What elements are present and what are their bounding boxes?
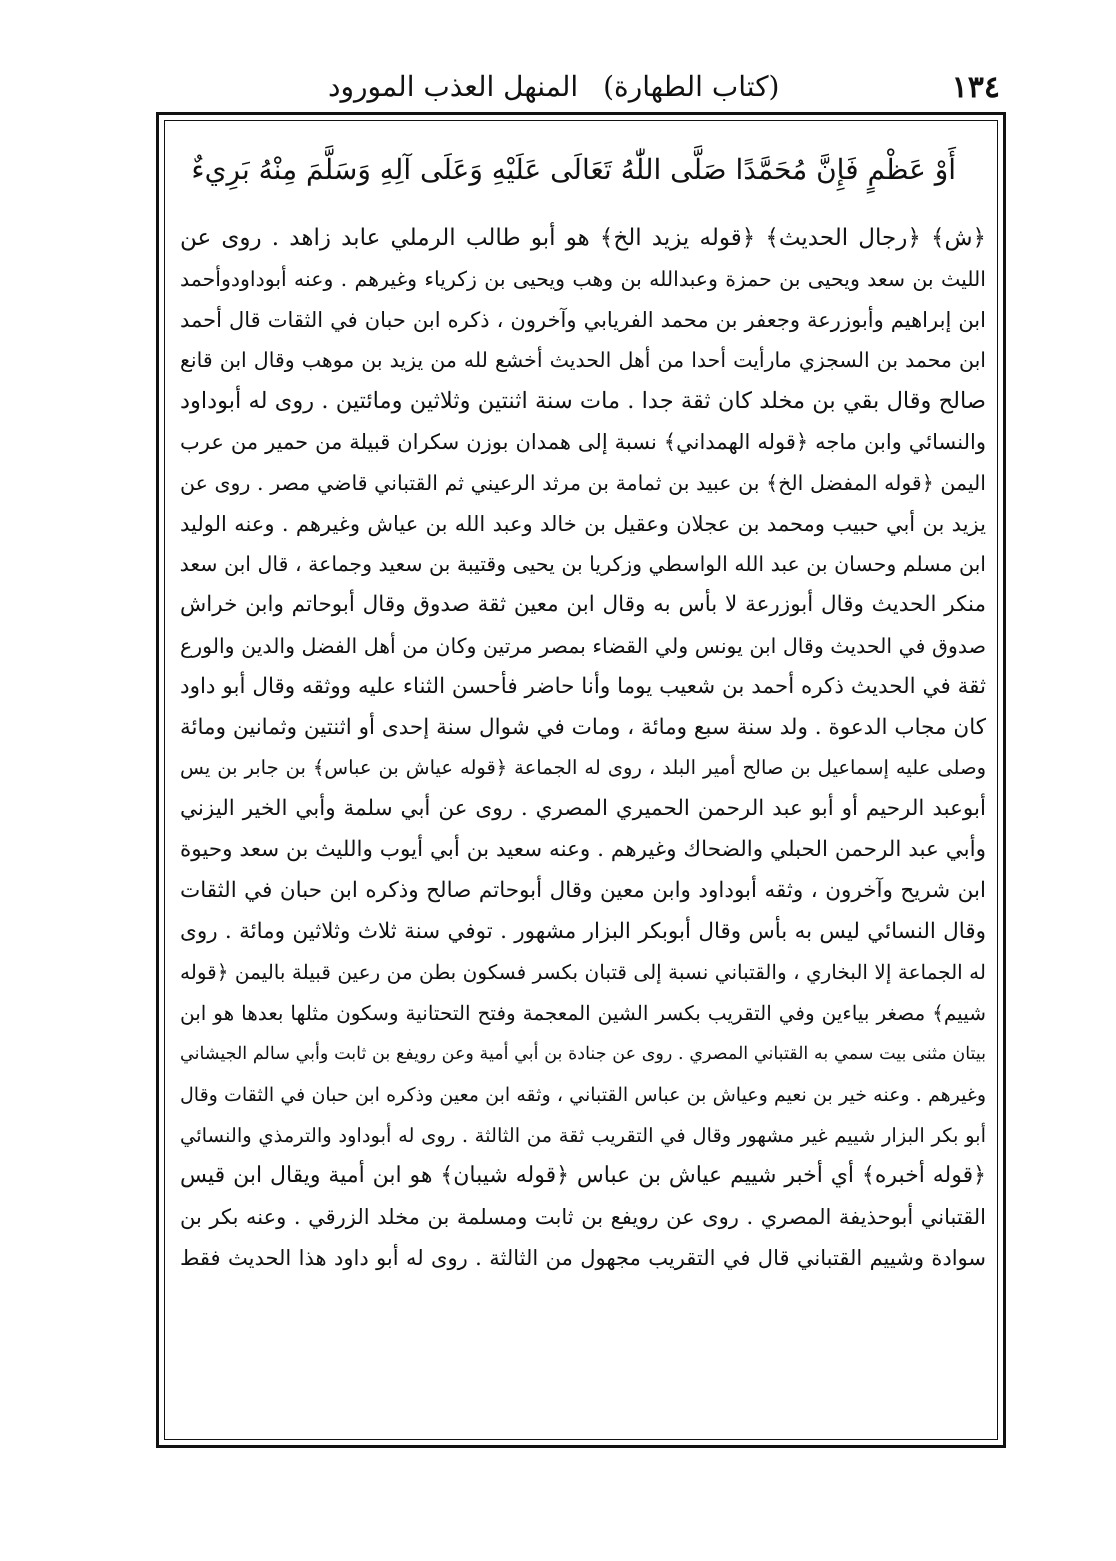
chapter-title: (كتاب الطهارة)	[603, 70, 780, 103]
commentary-line: ابن مسلم وحسان بن عبد الله الواسطي وزكريا بن يحيى وقتيبة بن سعيد وجماعة ، قال ابن سعد	[179, 552, 986, 577]
commentary-line: يزيد بن أبي حبيب ومحمد بن عجلان وعقيل بن خالد وعبد الله بن عياش وغيرهم . وعنه الوليد	[180, 511, 986, 536]
commentary-line: منكر الحديث وقال أبوزرعة لا بأس به وقال ابن معين ثقة صدوق وقال أبوحاتم وابن خراش	[180, 592, 986, 618]
page-content	[180, 130, 986, 1279]
commentary-line: الليث بن سعد ويحيى بن حمزة وعبدالله بن وهب ويحيى بن زكرياء وغيرهم . وعنه أبوداودوأحمد	[180, 266, 986, 291]
commentary-line: شييم﴾ مصغر بياءين وفي التقريب بكسر الشين المعجمة وفتح التحتانية وسكون مثلها بعدها هو ابن	[180, 1001, 986, 1026]
commentary-line: صدوق في الحديث وقال ابن يونس ولي القضاء بمصر مرتين وكان من أهل الفضل والدين والورع	[180, 633, 986, 658]
commentary-line: صالح وقال بقي بن مخلد كان ثقة جدا . مات سنة اثنتين وثلاثين ومائتين . روى له أبوداود	[180, 388, 986, 415]
hadith-text: أَوْ عَظْمٍ فَإِنَّ مُحَمَّدًا صَلَّى اللّٰهُ تَعَالَى عَلَيْهِ وَعَلَى آلِهِ وَسَلَّمَ مِنْهُ بَرِيءٌ	[191, 153, 956, 186]
commentary-line: ابن شريح وآخرون ، وثقه أبوداود وابن معين وقال أبوحاتم صالح وذكره ابن حبان في الثقات	[180, 877, 986, 903]
commentary-line: ﴿ش﴾ ﴿رجال الحديث﴾ ﴿قوله يزيد الخ﴾ هو أبو طالب الرملي عابد زاهد . روى عن	[180, 225, 986, 251]
commentary-line: وقال النسائي ليس به بأس وقال أبوبكر البزار مشهور . توفي سنة ثلاث وثلاثين ومائة . روى	[180, 918, 986, 944]
commentary-line: كان مجاب الدعوة . ولد سنة سبع ومائة ، ومات في شوال سنة إحدى أو اثنتين وثمانين ومائة	[180, 714, 986, 740]
page-header	[160, 62, 1000, 112]
commentary-line: ثقة في الحديث ذكره أحمد بن شعيب يوما وأنا حاضر فأحسن الثناء عليه ووثقه وقال أبو داود	[180, 673, 986, 699]
commentary-line: سوادة وشييم القتباني قال في التقريب مجهول من الثالثة . روى له أبو داود هذا الحديث فقط	[180, 1245, 986, 1270]
commentary	[180, 218, 986, 1279]
commentary-line: والنسائي وابن ماجه ﴿قوله الهمداني﴾ نسبة إلى همدان بوزن سكران قبيلة من حمير من عرب	[180, 429, 986, 454]
running-title	[320, 70, 787, 103]
book-title: المنهل العذب المورود	[328, 70, 579, 103]
commentary-line: وغيرهم . وعنه خير بن نعيم وعياش بن عباس القتباني ، وثقه ابن معين وذكره ابن حبان في الثقات وقال	[180, 1083, 986, 1106]
commentary-line: وصلى عليه إسماعيل بن صالح أمير البلد ، روى له الجماعة ﴿قوله عياش بن عباس﴾ بن جابر بن يس	[180, 756, 986, 780]
commentary-line: بيتان مثنى بيت سمي به القتباني المصري . روى عن جنادة بن أبي أمية وعن رويفع بن ثابت وأبي سالم الجيشاني	[180, 1043, 986, 1064]
commentary-line: أبو بكر البزار شييم غير مشهور وقال في التقريب ثقة من الثالثة . روى له أبوداود والترمذي والنسائي	[180, 1123, 986, 1147]
commentary-line: ابن إبراهيم وأبوزرعة وجعفر بن محمد الفريابي وآخرون ، ذكره ابن حبان في الثقات قال أحمد	[180, 307, 986, 332]
commentary-line: وأبي عبد الرحمن الحبلي والضحاك وغيرهم . وعنه سعيد بن أبي أيوب والليث بن سعد وحيوة	[180, 836, 986, 862]
commentary-line: اليمن ﴿قوله المفضل الخ﴾ بن عبيد بن ثمامة بن مرثد الرعيني ثم القتباني قاضي مصر . روى عن	[180, 470, 986, 495]
commentary-line: له الجماعة إلا البخاري ، والقتباني نسبة إلى قتبان بكسر فسكون بطن من رعين قبيلة باليمن ﴿قوله	[180, 960, 986, 985]
commentary-line: ابن محمد بن السجزي مارأيت أحدا من أهل الحديث أخشع لله من يزيد بن موهب وقال ابن قانع	[180, 348, 986, 373]
commentary-line: ﴿قوله أخبره﴾ أي أخبر شييم عياش بن عباس ﴿قوله شيبان﴾ هو ابن أمية ويقال ابن قيس	[180, 1163, 986, 1189]
page-number: ١٣٤	[951, 70, 1000, 105]
commentary-line: أبوعبد الرحيم أو أبو عبد الرحمن الحميري المصري . روى عن أبي سلمة وأبي الخير اليزني	[180, 796, 986, 822]
commentary-line: القتباني أبوحذيفة المصري . روى عن رويفع بن ثابت ومسلمة بن مخلد الزرقي . وعنه بكر بن	[180, 1205, 986, 1230]
